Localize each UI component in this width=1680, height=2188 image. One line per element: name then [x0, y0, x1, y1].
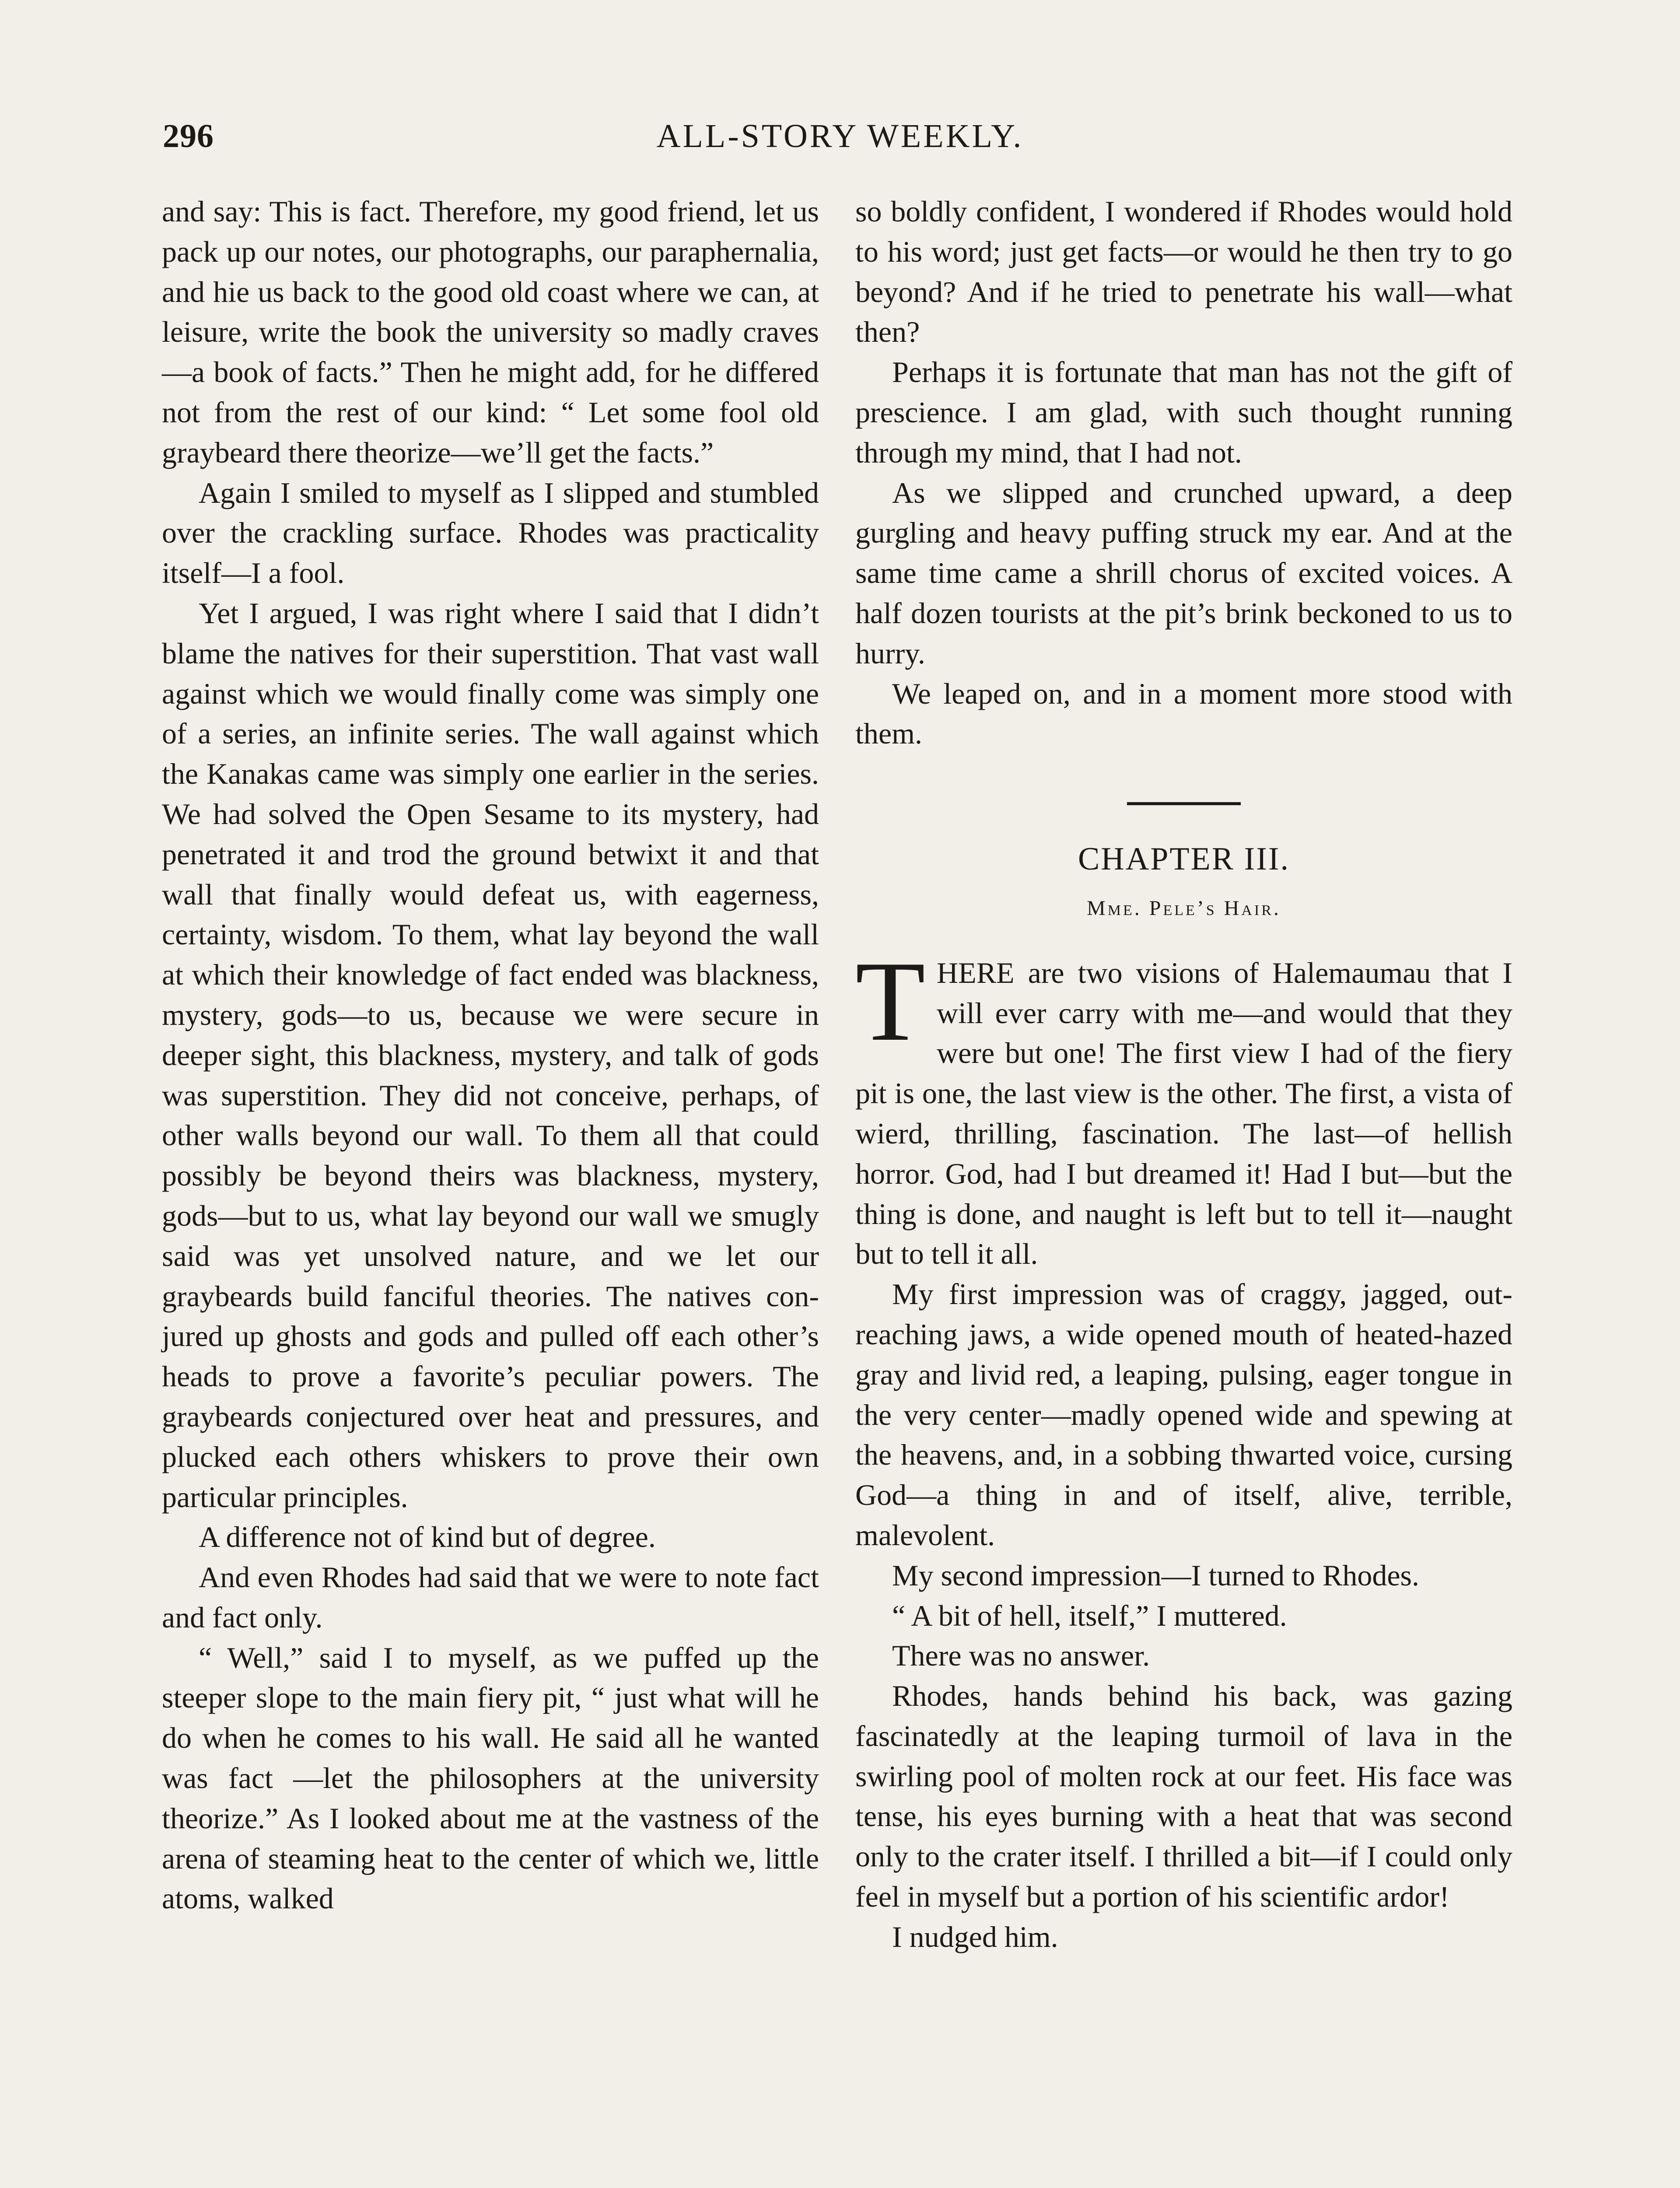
paragraph: “ A bit of hell, itself,” I muttered.: [892, 1599, 1287, 1632]
chapter-subtitle: Mme. Pele’s Hair.: [1087, 896, 1281, 920]
opening-text: HERE are two visions of Halemaumau that I will ever carry with me—and would that they were but one! The first view I had of the fiery pit is one, the last view is the other. The first, a vista of wierd, thrilling, fascination. The last—of hellish horror. God, had I but dreamed it! Had I but—but the thing is done, and naught is left but to tell it—naught but to tell it all.: [855, 956, 1512, 1271]
running-head: ALL-STORY WEEKLY.: [656, 118, 1024, 154]
paragraph: so boldly confident, I wondered if Rhodes would hold to his word; just get facts—or would he then try to go beyond? And if he tried to penetrate his wall—what then?: [855, 195, 1512, 349]
paragraph: There was no answer.: [892, 1639, 1150, 1673]
paragraph: Again I smiled to myself as I slipped and stumbled over the crackling surface. Rhodes was practicality itself—I a fool.: [162, 476, 819, 590]
paragraph: My second impression—I turned to Rhodes.: [892, 1558, 1419, 1592]
paragraph: I nudged him.: [892, 1920, 1058, 1953]
paragraph: And even Rhodes had said that we were to note fact and fact only.: [162, 1560, 819, 1634]
paragraph: Rhodes, hands behind his back, was gazing fascinatedly at the leaping turmoil of lava in the swirling pool of molten rock at our feet. His face was tense, his eyes burning with a heat that was second only to the crater itself. I thrilled a bit—if I could only feel in myself but a portion of his scientific ardor!: [855, 1679, 1512, 1914]
left-column: [162, 192, 819, 1919]
section-divider: [1127, 802, 1241, 805]
paragraph: “ Well,” said I to myself, as we puffed up the steeper slope to the main fiery pit, “ just what will he do when he comes to his wall. He said all he wanted was fact —let the philosophers at the university theorize.” As I looked about me at the vastness of the arena of steaming heat to the center of which we, little atoms, walked: [162, 1641, 819, 1915]
paragraph: As we slipped and crunched upward, a deep gurgling and heavy puffing struck my ear. And at the same time came a shrill chorus of excited voices. A half dozen tourists at the pit’s brink beckoned to us to hurry.: [855, 476, 1512, 670]
right-column: [855, 192, 1512, 1957]
paragraph: Perhaps it is fortunate that man has not the gift of prescience. I am glad, with such thought running through my mind, that I had not.: [855, 355, 1512, 469]
paragraph: We leaped on, and in a moment more stood with them.: [855, 677, 1512, 750]
chapter-title: CHAPTER III.: [1078, 841, 1290, 877]
paragraph: A difference not of kind but of degree.: [199, 1520, 656, 1554]
chapter-opening-paragraph: [855, 937, 1512, 1274]
page-number: 296: [163, 118, 214, 154]
paragraph: Yet I argued, I was right where I said that I didn’t blame the natives for their superstition. That vast wall against which we would finally come was simply one of a series, an infinite series. The wall against which the Kanakas came was simply one earlier in the series. We had solved the Open Sesame to its mystery, had penetrated it and trod the ground betwixt it and that wall that finally would defeat us, with eagerness, certainty, wisdom. To them, what lay beyond the wall at which their knowledge of fact ended was blackness, mystery, gods—to us, because we were secure in deeper sight, this blackness, mystery, and talk of gods was superstition. They did not conceive, perhaps, of other walls beyond our wall. To them all that could possibly be beyond theirs was blackness, mystery, gods—but to us, what lay beyond our wall we smugly said was yet unsolved nature, and we let our graybeards build fanciful theories. The natives conjured up ghosts and gods and pulled off each other’s heads to prove a favorite’s peculiar powers. The graybeards conjectured over heat and pressures, and plucked each others whiskers to prove their own particular principles.: [162, 596, 819, 1514]
paragraph: My first impression was of craggy, jagged, out-reaching jaws, a wide opened mouth of heated-hazed gray and livid red, a leaping, pulsing, eager tongue in the very center—madly opened wide and spewing at the heavens, and, in a sobbing thwarted voice, cursing God—a thing in and of itself, alive, terrible, malevolent.: [855, 1277, 1512, 1552]
drop-cap: T: [855, 937, 926, 1065]
paragraph: and say: This is fact. Therefore, my good friend, let us pack up our notes, our photographs, our paraphernalia, and hie us back to the good old coast where we can, at leisure, write the book the university so madly craves—a book of facts.” Then he might add, for he differed not from the rest of our kind: “ Let some fool old graybeard there theorize—we’ll get the facts.”: [162, 195, 819, 469]
